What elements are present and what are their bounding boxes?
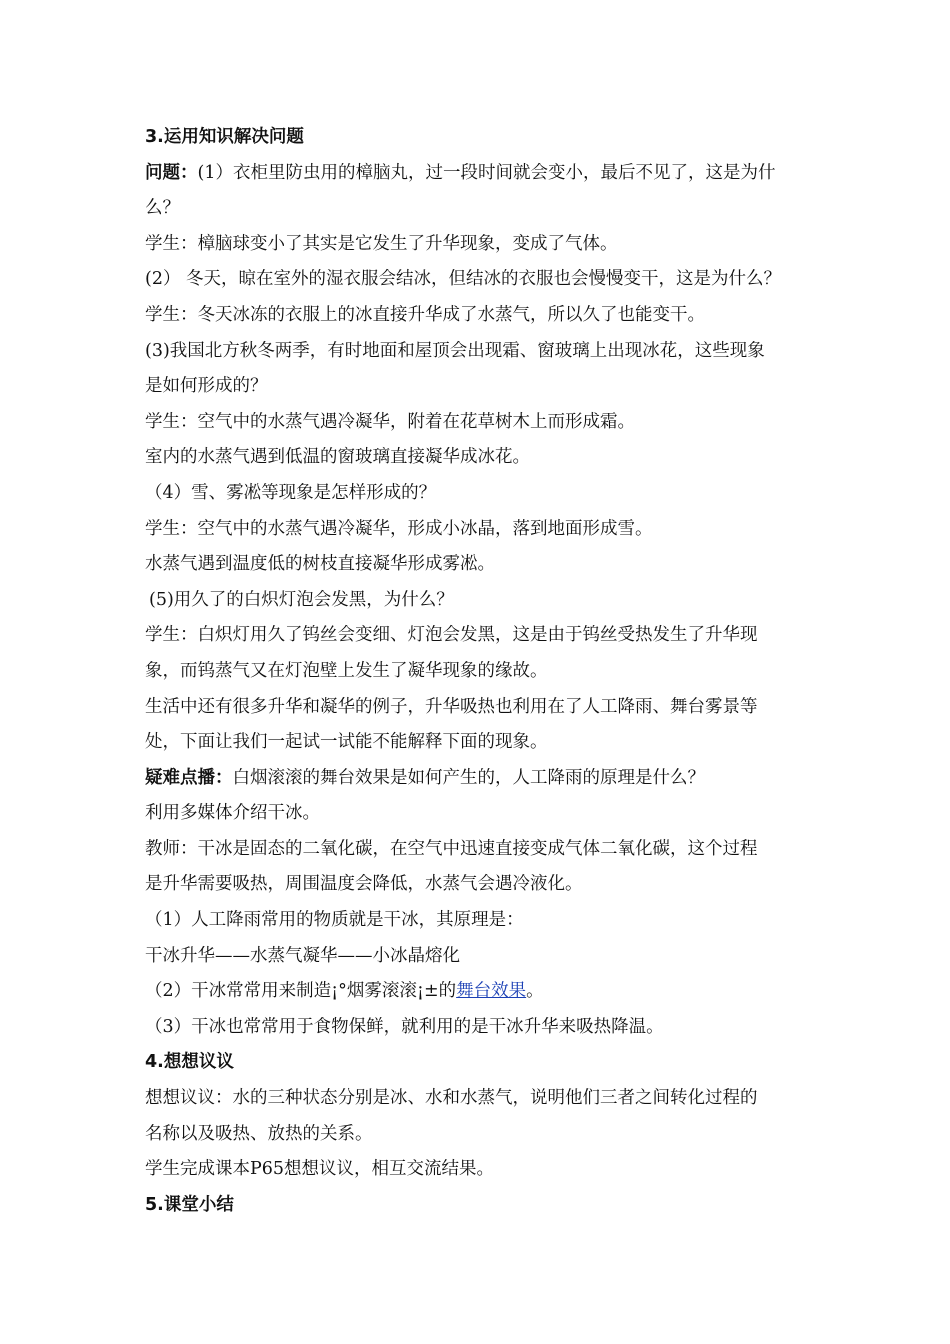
- difficulty-point: [145, 761, 815, 797]
- section-3-heading: 3.运用知识解决问题: [145, 127, 304, 147]
- paragraph-examples: 生活中还有很多升华和凝华的例子，升华吸热也利用在了人工降雨、舞台雾景等: [145, 696, 758, 717]
- answer-3-continued: 室内的水蒸气遇到低温的窗玻璃直接凝华成冰花。: [145, 447, 530, 468]
- answer-4-continued: 水蒸气遇到温度低的树枝直接凝华形成雾凇。: [145, 554, 495, 575]
- difficulty-text: 白烟滚滚的舞台效果是如何产生的，人工降雨的原理是什么？: [232, 767, 705, 788]
- question-4: （4）雪、雾凇等现象是怎样形成的？: [145, 482, 437, 503]
- question-1-continued: 么？: [145, 198, 180, 219]
- item-2-end: 。: [526, 981, 544, 1002]
- question-1-text: (1）衣柜里防虫用的樟脑丸，过一段时间就会变小，最后不见了，这是为什: [197, 162, 776, 183]
- answer-4: 学生：空气中的水蒸气遇冷凝华，形成小冰晶，落到地面形成雪。: [145, 518, 653, 539]
- difficulty-label: 疑难点播：: [145, 767, 233, 788]
- item-2-text: （2）干冰常常用来制造¡°烟雾滚滚¡±的: [145, 981, 457, 1002]
- item-1: （1）人工降雨常用的物质就是干冰，其原理是：: [145, 910, 524, 931]
- answer-5: 学生：白炽灯用久了钨丝会变细、灯泡会发黑，这是由于钨丝受热发生了升华现: [145, 625, 758, 646]
- question-label: 问题：: [145, 162, 198, 183]
- section-4-heading: 4.想想议议: [145, 1052, 234, 1073]
- discussion-task: 学生完成课本P65想想议议，相互交流结果。: [145, 1159, 495, 1180]
- answer-3: 学生：空气中的水蒸气遇冷凝华，附着在花草树木上而形成霜。: [145, 411, 635, 432]
- question-1: [145, 156, 815, 192]
- teacher-explanation-continued: 是升华需要吸热，周围温度会降低，水蒸气会遇冷液化。: [145, 874, 583, 895]
- question-3: (3)我国北方秋冬两季，有时地面和屋顶会出现霜、窗玻璃上出现冰花，这些现象: [145, 340, 765, 361]
- item-2: [145, 974, 815, 1010]
- discussion-text-continued: 名称以及吸热、放热的关系。: [145, 1123, 373, 1144]
- question-2: (2） 冬天，晾在室外的湿衣服会结冰，但结冰的衣服也会慢慢变干，这是为什么？: [145, 269, 782, 290]
- answer-5-continued: 象，而钨蒸气又在灯泡壁上发生了凝华现象的缘故。: [145, 660, 548, 681]
- answer-2: 学生：冬天冰冻的衣服上的冰直接升华成了水蒸气，所以久了也能变干。: [145, 304, 705, 325]
- document-body: [145, 120, 815, 1223]
- section-5-heading: 5.课堂小结: [145, 1194, 234, 1215]
- teacher-explanation: 教师：干冰是固态的二氧化碳，在空气中迅速直接变成气体二氧化碳，这个过程: [145, 838, 758, 859]
- item-3: （3）干冰也常常用于食物保鲜，就利用的是干冰升华来吸热降温。: [145, 1016, 664, 1037]
- question-3-continued: 是如何形成的？: [145, 376, 268, 397]
- item-1-chain: 干冰升华——水蒸气凝华——小冰晶熔化: [145, 945, 460, 966]
- question-5: (5)用久了的白炽灯泡会发黑，为什么？: [149, 589, 454, 610]
- answer-1: 学生：樟脑球变小了其实是它发生了升华现象，变成了气体。: [145, 233, 618, 254]
- paragraph-examples-continued: 处，下面让我们一起试一试能不能解释下面的现象。: [145, 732, 548, 753]
- stage-effect-link[interactable]: 舞台效果: [456, 981, 527, 1002]
- multimedia-note: 利用多媒体介绍干冰。: [145, 803, 320, 824]
- discussion-text: 想想议议：水的三种状态分别是冰、水和水蒸气，说明他们三者之间转化过程的: [145, 1088, 758, 1109]
